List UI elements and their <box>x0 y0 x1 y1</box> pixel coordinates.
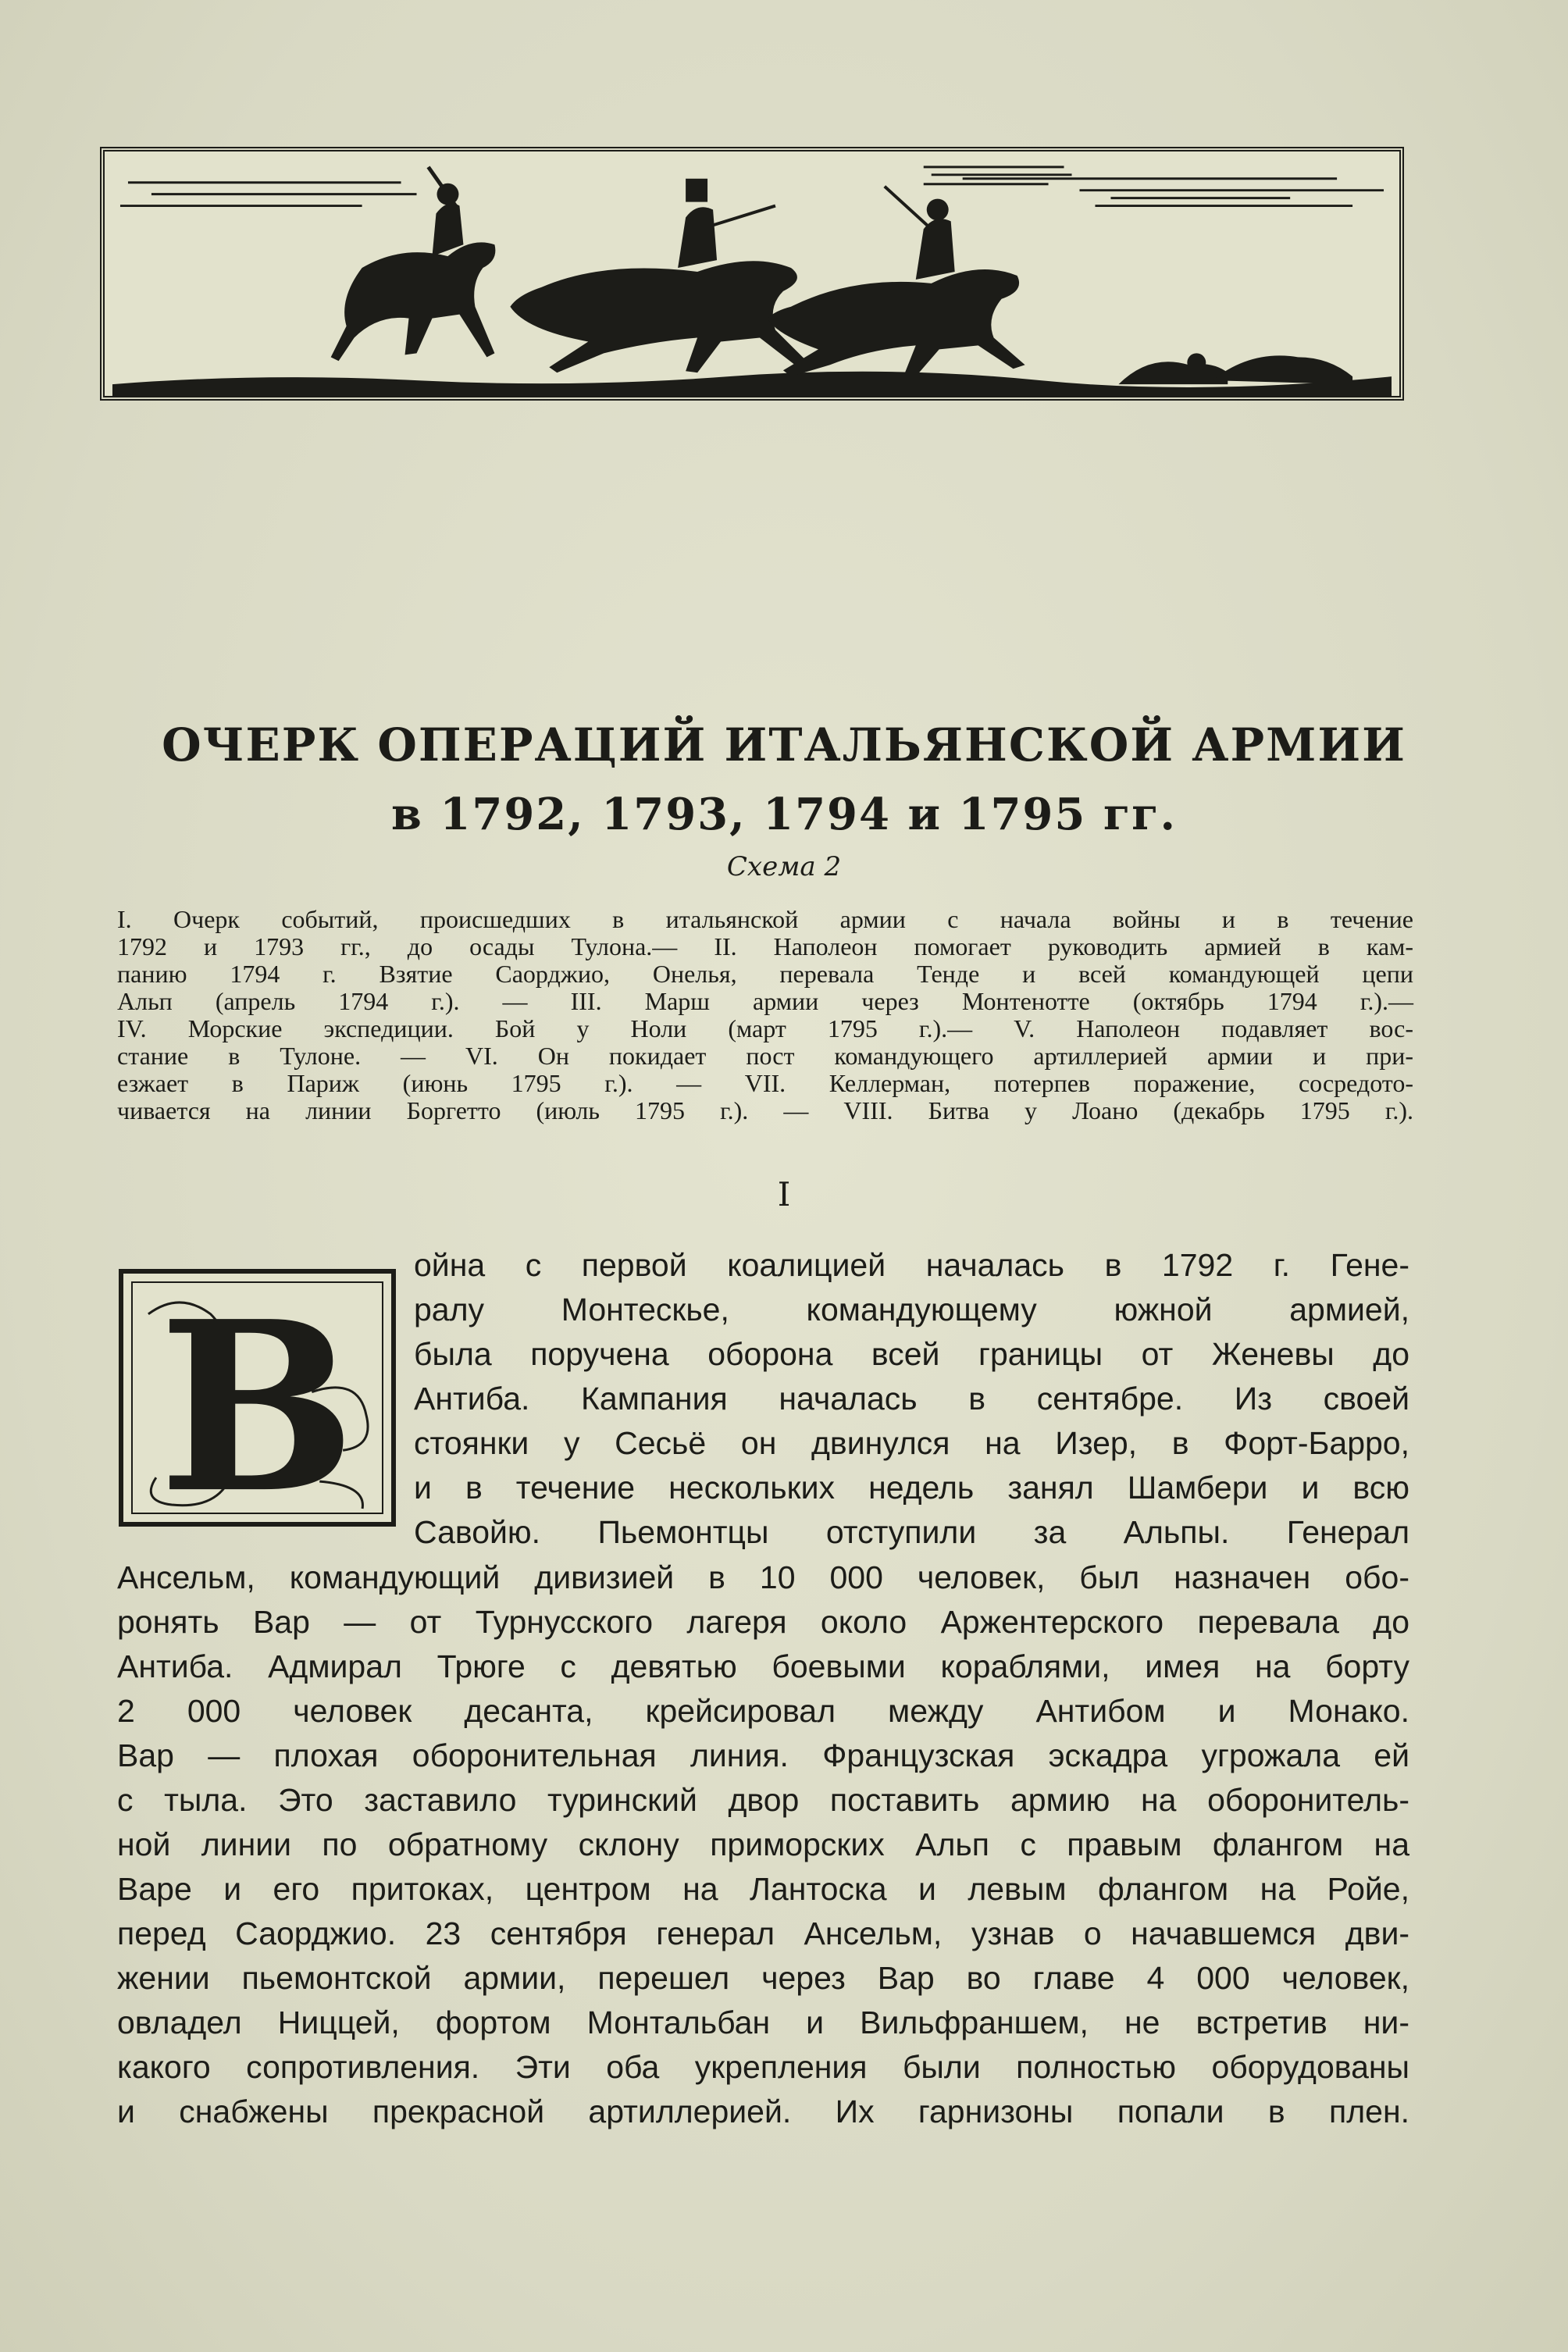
ornamental-letter-icon <box>133 1283 382 1513</box>
body-line: стоянки у Сесьё он двинулся на Изер, в Форт-Барро, <box>414 1425 1409 1461</box>
body-line: жении пьемонтской армии, перешел через Вар во главе 4 000 человек, <box>117 1960 1409 1996</box>
body-line: какого сопротивления. Эти оба укрепления были полностью оборудованы <box>117 2049 1409 2085</box>
body-line: Савойю. Пьемонтцы отступили за Альпы. Генерал <box>414 1514 1409 1550</box>
summary-line: панию 1794 г. Взятие Саорджио, Онелья, перевала Тенде и всей командующей цепи <box>117 960 1413 988</box>
body-line: Антиба. Кампания началась в сентябре. Из своей <box>414 1381 1409 1417</box>
body-line: ронять Вар — от Турнусского лагеря около Аржентерского перевала до <box>117 1604 1409 1640</box>
body-line: ралу Монтескье, командующему южной армией, <box>414 1292 1409 1327</box>
body-line: овладел Ниццей, фортом Монтальбан и Вильфраншем, не встретив ни- <box>117 2005 1409 2040</box>
section-number: I <box>777 1175 791 1213</box>
summary-line: езжает в Париж (июнь 1795 г.). — VII. Келлерман, потерпев поражение, сосредото- <box>117 1069 1413 1097</box>
summary-line: Альп (апрель 1794 г.). — III. Марш армии через Монтенотте (октябрь 1794 г.).— <box>117 987 1413 1015</box>
chapter-title-line-1: ОЧЕРК ОПЕРАЦИЙ ИТАЛЬЯНСКОЙ АРМИИ <box>162 718 1406 772</box>
body-line: Вар — плохая оборонительная линия. Французская эскадра угрожала ей <box>117 1737 1409 1773</box>
body-line: Варе и его притоках, центром на Лантоска и левым флангом на Ройе, <box>117 1871 1409 1907</box>
summary-line: чивается на линии Боргетто (июль 1795 г.). — VIII. Битва у Лоано (декабрь 1795 г.). <box>117 1096 1413 1124</box>
cavalry-charge-illustration <box>105 151 1399 396</box>
body-line: Ансельм, командующий дивизией в 10 000 человек, был назначен обо- <box>117 1559 1409 1595</box>
body-line: ойна с первой коалицией началась в 1792 г. Гене- <box>414 1247 1409 1283</box>
body-line: Антиба. Адмирал Трюге с девятью боевыми кораблями, имея на борту <box>117 1648 1409 1684</box>
chapter-summary <box>117 906 1413 1124</box>
body-line: и снабжены прекрасной артиллерией. Их гарнизоны попали в плен. <box>117 2094 1409 2129</box>
body-line: была поручена оборона всей границы от Женевы до <box>414 1336 1409 1372</box>
summary-line: 1792 и 1793 гг., до осады Тулона.— II. Наполеон помогает руководить армией в кам- <box>117 932 1413 960</box>
body-line: с тыла. Это заставило туринский двор поставить армию на оборонитель- <box>117 1782 1409 1818</box>
scheme-label: Схема 2 <box>726 851 842 882</box>
summary-line: IV. Морские экспедиции. Бой у Ноли (март 1795 г.).— V. Наполеон подавляет вос- <box>117 1014 1414 1042</box>
body-text <box>117 1556 1409 2134</box>
chapter-title-line-2: в 1792, 1793, 1794 и 1795 гг. <box>391 789 1177 840</box>
body-line: и в течение нескольких недель занял Шамбери и всю <box>414 1470 1409 1506</box>
drop-cap <box>119 1269 396 1527</box>
header-illustration <box>100 147 1404 401</box>
summary-line: стание в Тулоне. — VI. Он покидает пост командующего артиллерией армии и при- <box>117 1042 1413 1070</box>
summary-line: I. Очерк событий, происшедших в итальянской армии с начала войны и в течение <box>117 905 1413 933</box>
body-line: перед Саорджио. 23 сентября генерал Ансельм, узнав о начавшемся дви- <box>117 1915 1409 1951</box>
svg-text:В: В <box>159 1283 356 1513</box>
body-text-beside-cap <box>414 1243 1409 1555</box>
body-line: ной линии по обратному склону приморских Альп с правым флангом на <box>117 1826 1409 1862</box>
body-line: 2 000 человек десанта, крейсировал между Антибом и Монако. <box>117 1693 1409 1729</box>
